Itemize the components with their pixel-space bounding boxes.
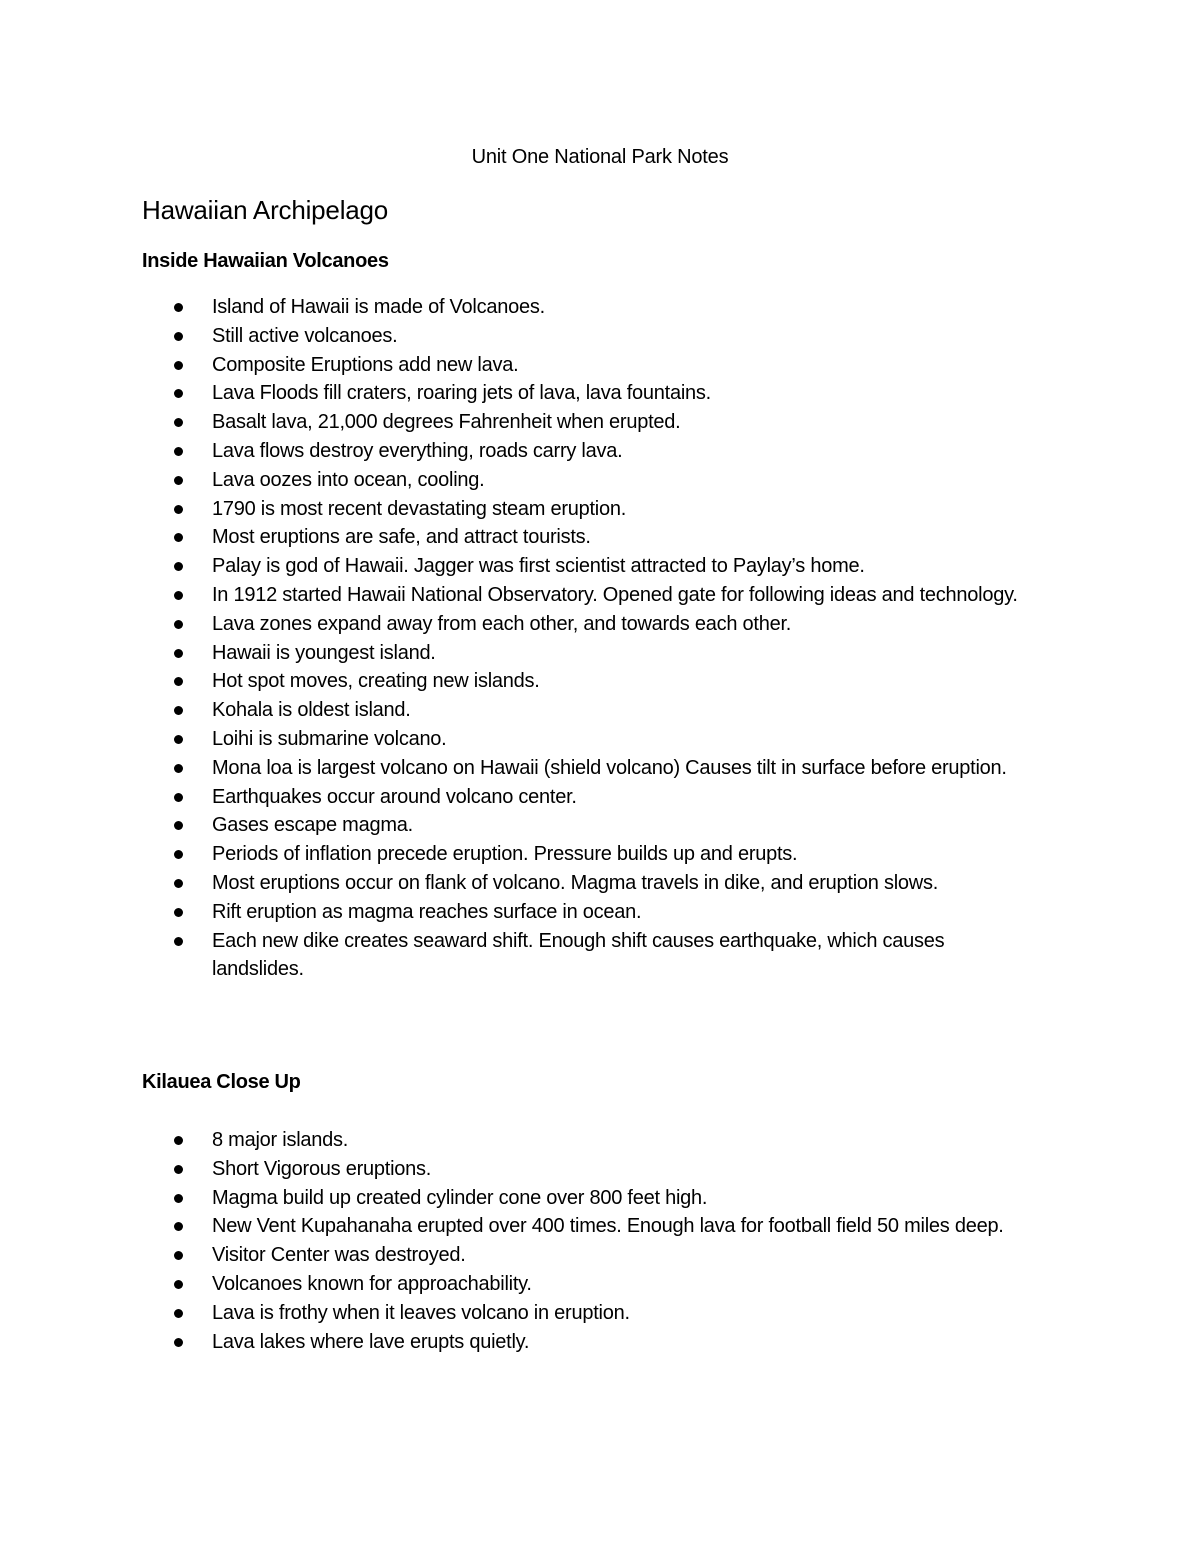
bullet-item xyxy=(0,869,1032,898)
bullet-text: Most eruptions occur on flank of volcano. Magma travels in dike, and eruption slows. xyxy=(212,871,939,894)
bullet-item xyxy=(0,293,1032,322)
bullet-text: Hot spot moves, creating new islands. xyxy=(212,670,540,693)
main-heading: Hawaiian Archipelago xyxy=(142,195,389,225)
bullet-icon xyxy=(174,418,183,427)
bullet-icon xyxy=(174,937,183,946)
bullet-item xyxy=(0,495,1032,524)
bullet-icon xyxy=(174,620,183,629)
bullet-item xyxy=(0,466,1032,495)
bullet-item xyxy=(0,523,1032,552)
bullet-text: Lava zones expand away from each other, and towards each other. xyxy=(212,612,792,635)
bullet-item xyxy=(0,725,1032,754)
bullet-item xyxy=(0,898,1032,927)
bullet-icon xyxy=(174,505,183,514)
bullet-icon xyxy=(174,1280,183,1289)
bullet-icon xyxy=(174,1194,183,1203)
bullet-icon xyxy=(174,1222,183,1231)
bullet-icon xyxy=(174,303,183,312)
bullet-text: Still active volcanoes. xyxy=(212,324,398,347)
bullet-item xyxy=(0,1241,1032,1270)
bullet-item xyxy=(0,696,1032,725)
bullet-item xyxy=(0,1155,1032,1184)
bullet-text: Lava Floods fill craters, roaring jets of lava, lava fountains. xyxy=(212,382,711,405)
bullet-text: Loihi is submarine volcano. xyxy=(212,727,447,750)
bullet-text: Gases escape magma. xyxy=(212,814,413,837)
bullet-text: Hawaii is youngest island. xyxy=(212,641,436,664)
bullet-item xyxy=(0,379,1032,408)
bullet-item xyxy=(0,1212,1032,1241)
bullet-icon xyxy=(174,1338,183,1347)
bullet-icon xyxy=(174,1136,183,1145)
bullet-icon xyxy=(174,908,183,917)
bullet-item xyxy=(0,408,1032,437)
bullet-item xyxy=(0,610,1032,639)
bullet-icon xyxy=(174,735,183,744)
bullet-icon xyxy=(174,706,183,715)
bullet-text: Periods of inflation precede eruption. Pressure builds up and erupts. xyxy=(212,843,798,866)
section-heading-inside-hawaiian-volcanoes: Inside Hawaiian Volcanoes xyxy=(142,250,389,272)
bullet-text: New Vent Kupahanaha erupted over 400 times. Enough lava for football field 50 miles deep. xyxy=(212,1215,1004,1238)
bullet-text: Lava oozes into ocean, cooling. xyxy=(212,468,485,491)
bullet-text: 1790 is most recent devastating steam eruption. xyxy=(212,497,627,520)
bullet-icon xyxy=(174,677,183,686)
bullet-item xyxy=(0,754,1032,783)
bullet-icon xyxy=(174,764,183,773)
bullet-icon xyxy=(174,533,183,542)
bullet-text: Volcanoes known for approachability. xyxy=(212,1272,532,1295)
bullet-icon xyxy=(174,1309,183,1318)
bullet-item xyxy=(0,783,1032,812)
bullet-item xyxy=(0,351,1032,380)
bullet-text: Rift eruption as magma reaches surface in ocean. xyxy=(212,900,642,923)
bullet-item xyxy=(0,1184,1032,1213)
bullet-text: In 1912 started Hawaii National Observatory. Opened gate for following ideas and technology. xyxy=(212,583,1018,606)
bullet-item xyxy=(0,639,1032,668)
bullet-text: Short Vigorous eruptions. xyxy=(212,1157,432,1180)
bullet-item xyxy=(0,437,1032,466)
bullet-text: Basalt lava, 21,000 degrees Fahrenheit when erupted. xyxy=(212,411,681,434)
bullet-icon xyxy=(174,821,183,830)
bullet-icon xyxy=(174,793,183,802)
bullet-icon xyxy=(174,389,183,398)
bullet-item xyxy=(0,811,1032,840)
bullet-text: Lava lakes where lave erupts quietly. xyxy=(212,1330,530,1353)
bullet-item xyxy=(0,927,1032,985)
bullet-icon xyxy=(174,361,183,370)
bullet-icon xyxy=(174,447,183,456)
bullet-text: Island of Hawaii is made of Volcanoes. xyxy=(212,296,545,318)
bullet-item xyxy=(0,1270,1032,1299)
bullet-icon xyxy=(174,850,183,859)
bullet-item xyxy=(0,1328,1032,1357)
bullet-text: Composite Eruptions add new lava. xyxy=(212,353,519,376)
bullet-text: Palay is god of Hawaii. Jagger was first scientist attracted to Paylay’s home. xyxy=(212,555,865,578)
bullet-list-inside-hawaiian-volcanoes xyxy=(0,293,1032,984)
bullet-item xyxy=(0,1126,1032,1155)
bullet-text: Kohala is oldest island. xyxy=(212,699,411,722)
bullet-text: 8 major islands. xyxy=(212,1129,349,1151)
bullet-icon xyxy=(174,1165,183,1174)
bullet-icon xyxy=(174,562,183,571)
bullet-item xyxy=(0,322,1032,351)
bullet-text: Lava flows destroy everything, roads carry lava. xyxy=(212,439,623,462)
section-heading-kilauea-close-up: Kilauea Close Up xyxy=(142,1071,301,1093)
bullet-text: Mona loa is largest volcano on Hawaii (shield volcano) Causes tilt in surface before eruption. xyxy=(212,756,1007,779)
bullet-item xyxy=(0,581,1032,610)
bullet-item xyxy=(0,840,1032,869)
bullet-icon xyxy=(174,1251,183,1260)
bullet-text: Most eruptions are safe, and attract tourists. xyxy=(212,526,591,549)
bullet-list-kilauea-close-up xyxy=(0,1126,1032,1356)
bullet-text: Magma build up created cylinder cone over 800 feet high. xyxy=(212,1186,708,1209)
bullet-item xyxy=(0,667,1032,696)
document-title: Unit One National Park Notes xyxy=(471,146,729,168)
bullet-text: Each new dike creates seaward shift. Enough shift causes earthquake, which causes landslides. xyxy=(212,929,945,981)
bullet-icon xyxy=(174,879,183,888)
bullet-icon xyxy=(174,591,183,600)
bullet-icon xyxy=(174,476,183,485)
bullet-item xyxy=(0,1299,1032,1328)
bullet-text: Lava is frothy when it leaves volcano in eruption. xyxy=(212,1301,630,1324)
bullet-text: Visitor Center was destroyed. xyxy=(212,1244,466,1267)
bullet-icon xyxy=(174,332,183,341)
bullet-item xyxy=(0,552,1032,581)
bullet-text: Earthquakes occur around volcano center. xyxy=(212,785,577,808)
bullet-icon xyxy=(174,649,183,658)
